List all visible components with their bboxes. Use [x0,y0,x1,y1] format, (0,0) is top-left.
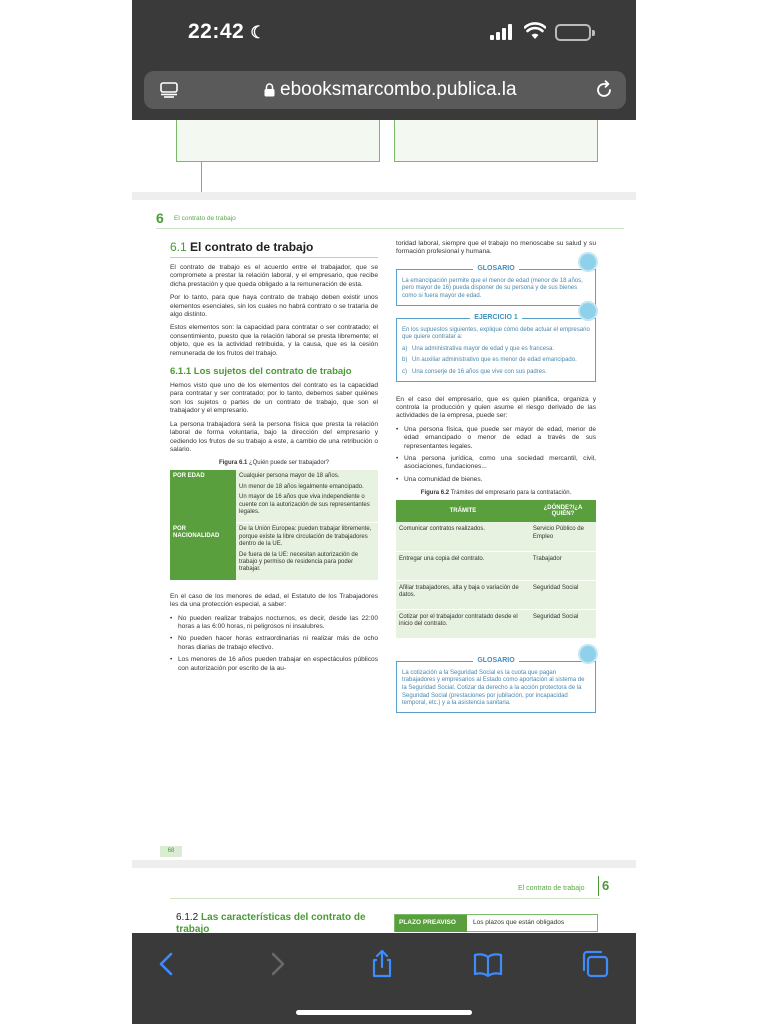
minors-list [170,615,378,673]
table-cell: Afiliar trabajadores, alta y baja o variación de datos. [396,580,530,609]
exercise-title: EJERCICIO 1 [470,314,522,321]
status-bar [132,0,636,64]
item-text: Un auxiliar administrativo que es menor de edad emancipado. [412,357,577,364]
table-cell: Un menor de 18 años legalmente emancipado. [239,483,364,490]
item-text: Una administrativa mayor de edad y que es francesa. [412,345,555,352]
figure-caption [396,490,596,496]
clock-time: 22:42 [188,20,245,43]
book-page [132,200,636,860]
glossary-text: La cotización a la Seguridad Social es la cuota que pagan trabajadores y empresarios al Estado como aportación al sistema de la Seguridad Social. Cotizar da derecho a la acción protectora de la Seguridad Social (prestaciones por jubilación, por incapacidad temporal, etc.) y a la asistencia sanitaria. [402,669,585,707]
battery-icon [555,24,591,41]
glossary-title: GLOSARIO [473,657,518,664]
row-label: PLAZO PREAVISO [395,915,467,932]
table-row [396,551,596,580]
table-row [396,609,596,638]
table-cell: Seguridad Social [530,609,596,638]
right-column [396,240,596,721]
section-title [170,240,378,258]
left-column [170,240,378,677]
table-row [170,523,378,580]
row-label: POR EDAD [170,470,236,523]
share-icon[interactable] [367,949,397,979]
table-row [396,580,596,609]
glossary-text: La emancipación permite que el menor de edad (menor de 18 años, pero mayor de 16) pueda disponer de su persona y de sus bienes como si fuera mayor de edad. [402,277,583,299]
figure-label: Figura 6.2 [420,490,450,497]
table-cell: Los plazos que están obligados [473,919,565,926]
paragraph: toridad laboral, siempre que el trabajo no menoscabe su salud y su formación profesional y humana. [396,240,596,256]
table-cell: De la Unión Europea: pueden trabajar libremente, porque existe la libre circulación de trabajadores dentro de la UE. [239,526,372,548]
plazo-table [394,914,598,932]
list-item: • Una persona física, que puede ser mayor de edad, menor de edad emancipado o menor de edad a través de sus representantes legales. [396,426,596,451]
table-cell: De fuera de la UE: necesitan autorización de trabajo y permiso de residencia para poder trabajar. [239,551,359,573]
wifi-icon [524,22,546,40]
subsection-title [176,912,376,933]
exercise-box [396,313,596,382]
list-item: • Una persona jurídica, como una sociedad mercantil, civil, asociaciones, fundaciones... [396,455,596,472]
exercise-list [402,346,590,377]
page-separator [132,860,636,868]
list-item: • Una comunidad de bienes. [396,476,596,484]
table-cell: Un mayor de 16 años que viva independiente o cuente con la autorización de sus representantes legales. [239,494,370,515]
subsection-title-text: Las características del contrato de trabajo [176,912,366,933]
page-separator [132,192,636,200]
header-rule [156,228,624,229]
diagram-box [394,120,598,162]
figure-6-1-table [170,470,378,580]
table-header-row [396,500,596,522]
header-divider [598,876,599,896]
cellular-signal-icon [490,24,516,40]
employer-list [396,426,596,484]
figure-label: Figura 6.1 [218,460,248,467]
table-cell: Trabajador [530,551,596,580]
url-text[interactable]: ebooksmarcombo.publica.la [280,79,517,100]
column-header: ¿DÓNDE?/¿A QUIÉN? [530,500,596,522]
chapter-number: 6 [602,878,610,893]
clock [188,20,266,44]
row-values [236,470,378,523]
home-indicator [296,1010,472,1015]
table-row [396,522,596,551]
subsection-number: 6.1.2 [176,912,199,923]
list-item [402,346,590,354]
subsection-title: 6.1.1 Los sujetos del contrato de trabajo [170,366,352,378]
previous-page-fragment [132,120,636,192]
chapter-header: El contrato de trabajo [174,215,236,222]
chapter-number: 6 [156,210,164,226]
table-cell: Seguridad Social [530,580,596,609]
figure-caption-text: Trámites del empresario para la contratación. [450,490,572,497]
paragraph: El contrato de trabajo es el acuerdo entre el trabajador, que se compromete a prestar la relación laboral, y el empresario, que recibe dicha prestación y que queda obligado a la remuneración de esta. [170,264,378,288]
next-page-fragment [132,868,636,933]
section-title-text: El contrato de trabajo [190,240,314,254]
diagram-connector [201,162,202,192]
address-bar[interactable] [144,71,626,109]
glossary-box [396,264,596,306]
reload-icon[interactable] [594,80,614,100]
diagram-box [176,120,380,162]
browser-address-area [132,64,636,120]
list-item: • Los menores de 16 años pueden trabajar en espectáculos públicos con autorización por escrito de la au- [170,656,378,673]
row-values [236,523,378,580]
paragraph: En el caso del empresario, que es quien planifica, organiza y controla la producción y quien asume el riesgo derivado de las actividades de la empresa, puede ser: [396,395,596,420]
paragraph: Por lo tanto, para que haya contrato de trabajo deben existir unos elementos esenciales, sin los cuales no habrá contrato o se trataría de algo distinto. [170,294,378,319]
phone-screen [132,0,636,1024]
item-key: a) [402,345,408,352]
row-label: POR NACIONALIDAD [170,523,236,580]
item-text: Una conserje de 16 años que vive con sus padres. [412,368,547,375]
item-key: c) [402,368,407,375]
figure-6-2-table [396,500,596,639]
table-cell: Comunicar contratos realizados. [396,522,530,551]
bookmarks-icon[interactable] [473,949,503,979]
glossary-box [396,656,596,713]
exercise-intro: En los supuestos siguientes, explique cómo debe actuar el empresario que quiere contratar a: [402,326,590,341]
paragraph: Estos elementos son: la capacidad para contratar o ser contratado; el consentimiento, puesto que la relación laboral se presta libremente; el objeto, que es la actividad retribuida, y la causa, que es la cesión remunerada de los frutos del trabajo. [170,324,378,357]
browser-toolbar [132,933,636,1024]
figure-caption-text: ¿Quién puede ser trabajador? [248,460,330,467]
lock-icon [264,83,275,97]
chapter-header: El contrato de trabajo [518,885,585,892]
list-item: • No pueden hacer horas extraordinarias ni realizar más de ocho horas diarias de trabajo efectivo. [170,635,378,652]
table-cell: Entregar una copia del contrato. [396,551,530,580]
back-icon[interactable] [152,949,182,979]
list-item [402,357,590,365]
tabs-icon[interactable] [580,949,610,979]
list-item [402,369,590,377]
moon-icon: ☾ [250,23,266,42]
list-item: • No pueden realizar trabajos nocturnos, es decir, desde las 22:00 horas a las 6:00 horas, ni peligrosos ni insalubres. [170,615,378,632]
forward-icon[interactable] [262,949,292,979]
glossary-title: GLOSARIO [473,265,518,272]
reader-view-icon[interactable] [160,82,178,98]
table-cell: Cotizar por el trabajador contratado desde el inicio del contrato. [396,609,530,638]
figure-caption [170,460,378,466]
paragraph: Hemos visto que uno de los elementos del contrato es la capacidad para contratar y ser contratado; por lo tanto, debemos saber quiénes son los sujetos o partes de un contrato de trabajo, que son el trabajador y el empresario. [170,382,378,415]
table-cell: Cualquier persona mayor de 18 años. [239,473,340,480]
item-key: b) [402,357,408,364]
ebook-viewer[interactable] [132,120,636,933]
table-cell: Servicio Público de Empleo [530,522,596,551]
header-rule [170,898,600,899]
paragraph: La persona trabajadora será la persona física que presta la relación laboral de forma voluntaria, bajo la dirección del empresario y cediendo los frutos de su trabajo a este, a cambio de una retribución o salario. [170,420,378,453]
page-number: 68 [160,846,182,857]
section-number: 6.1 [170,240,187,254]
table-row [170,470,378,523]
paragraph: En el caso de los menores de edad, el Estatuto de los Trabajadores les da una protección especial, a saber: [170,592,378,609]
column-header: TRÁMITE [396,500,530,522]
